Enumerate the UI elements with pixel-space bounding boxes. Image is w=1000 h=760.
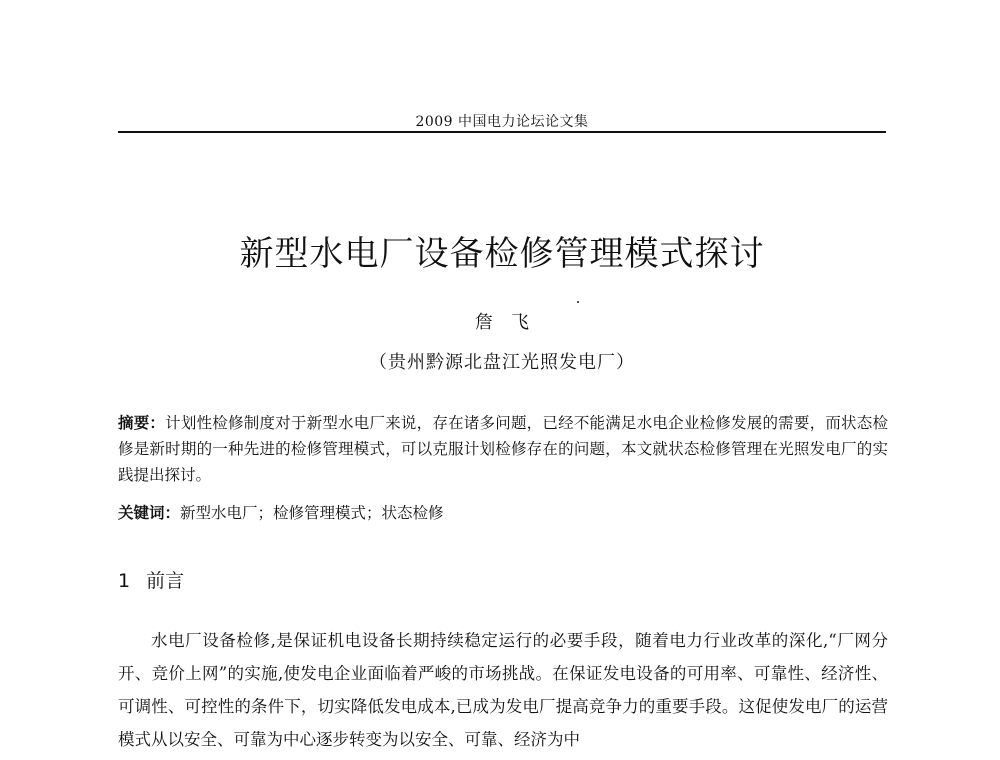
author-name: 詹飞 xyxy=(475,312,547,333)
keywords-label: 关键词： xyxy=(118,504,181,522)
section-heading xyxy=(118,566,184,593)
keywords-text: 新型水电厂；检修管理模式；状态检修 xyxy=(180,504,444,522)
body-paragraph: 水电厂设备检修,是保证机电设备长期持续稳定运行的必要手段，随着电力行业改革的深化,“厂网分开、竞价上网”的实施,使发电企业面临着严峻的市场挑战。在保证发电设备的可用率、可靠性、经济性、可调性、可控性的条件下，切实降低发电成本,已成为发电厂提高竞争力的重要手段。这促使发电厂的运营模式从以安全、可靠为中心逐步转变为以安全、可靠、经济为中 xyxy=(118,631,888,749)
header-rule xyxy=(118,131,886,133)
author-affiliation: （贵州黔源北盘江光照发电厂） xyxy=(369,352,635,373)
section-number: 1 xyxy=(118,570,131,592)
abstract xyxy=(118,410,888,488)
scan-speck xyxy=(577,301,579,303)
abstract-label: 摘要： xyxy=(118,414,166,432)
running-header: 2009 中国电力论坛论文集 xyxy=(415,114,589,130)
keywords xyxy=(118,500,888,526)
paper-title: 新型水电厂设备检修管理模式探讨 xyxy=(239,234,765,274)
section-title: 前言 xyxy=(146,570,185,592)
abstract-text: 计划性检修制度对于新型水电厂来说，存在诸多问题，已经不能满足水电企业检修发展的需要，而状态检修是新时期的一种先进的检修管理模式，可以克服计划检修存在的问题，本文就状态检修管理在光照发电厂的实践提出探讨。 xyxy=(118,414,888,484)
